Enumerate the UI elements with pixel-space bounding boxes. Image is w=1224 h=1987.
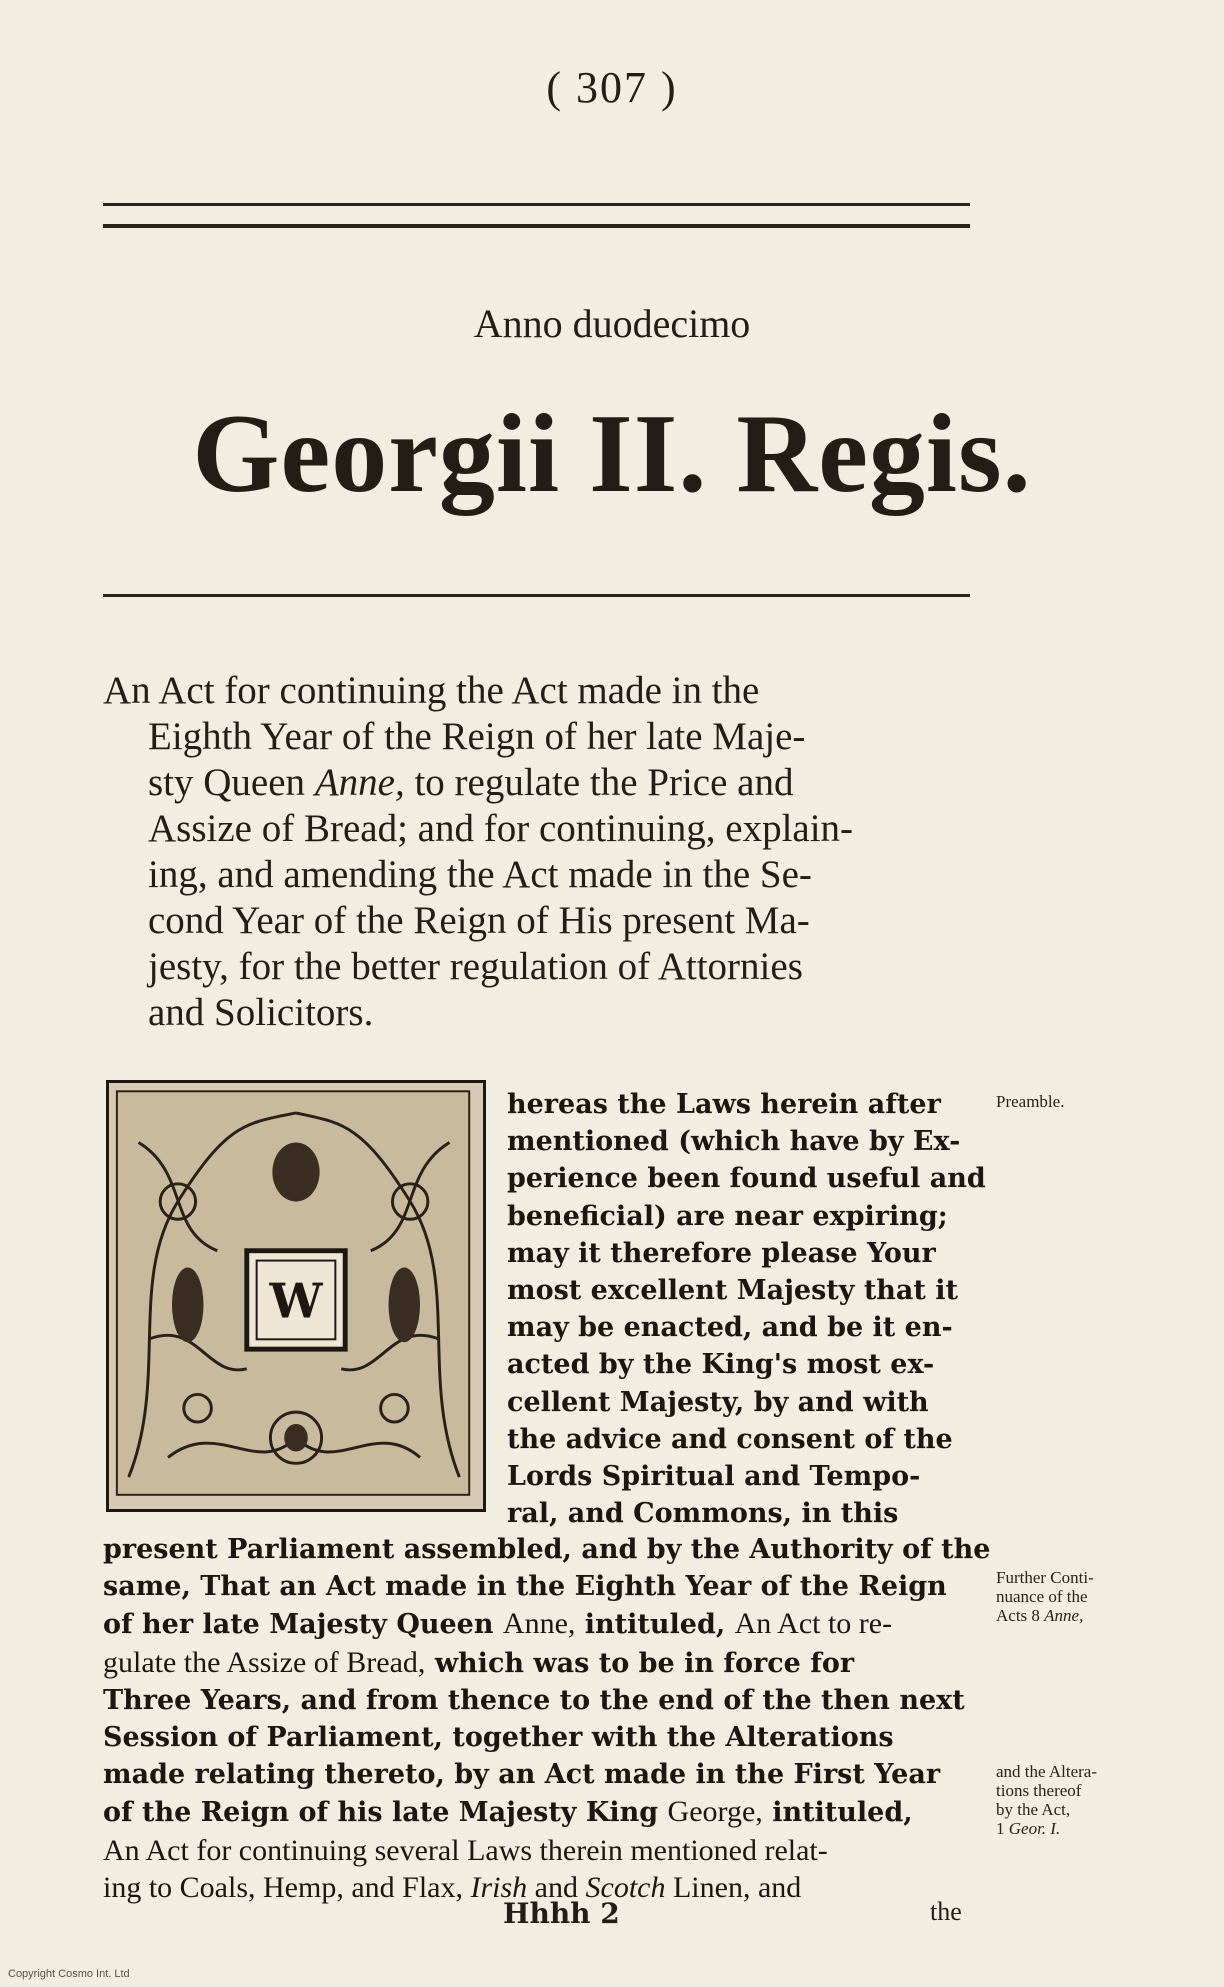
body-line: acted by the King's most ex- (507, 1349, 935, 1381)
body-line: gulate the Assize of Bread, which was to be in force for (103, 1645, 855, 1679)
body-line: same, That an Act made in the Eighth Year of the Reign (103, 1571, 947, 1603)
margin-note-alterations: and the Altera- tions thereof by the Act, 1 Geor. I. (996, 1762, 1098, 1838)
decorated-initial (106, 1080, 486, 1512)
body-line: of her late Majesty Queen Anne, intituled, An Act to re- (103, 1607, 893, 1641)
body-line: mentioned (which have by Ex- (507, 1126, 961, 1158)
body-line: ral, and Commons, in this (507, 1498, 899, 1530)
title-rule (103, 594, 970, 597)
act-title-line: cond Year of the Reign of His present Ma- (148, 899, 810, 942)
regnal-year-heading: Anno duodecimo (473, 301, 751, 346)
catchword: the (930, 1897, 962, 1926)
act-title (103, 668, 983, 1036)
body-line: the advice and consent of the (507, 1423, 953, 1455)
body-line: perience been found useful and (507, 1163, 986, 1195)
act-title-line: jesty, for the better regulation of Attornies (148, 945, 803, 988)
initial-letter: W (269, 1274, 323, 1330)
signature-mark: Hhhh 2 (503, 1897, 620, 1930)
act-title-line: An Act for continuing the Act made in the (103, 669, 760, 712)
body-line: beneficial) are near expiring; (507, 1200, 948, 1232)
ornament-engraving-icon (109, 1083, 483, 1509)
body-line: made relating thereto, by an Act made in the First Year (103, 1759, 941, 1791)
copyright-watermark: Copyright Cosmo Int. Ltd (8, 1968, 130, 1980)
body-line: of the Reign of his late Majesty King George, intituled, (103, 1795, 913, 1829)
body-line: present Parliament assembled, and by the Authority of the (103, 1534, 991, 1565)
body-line: may it therefore please Your (507, 1237, 936, 1269)
body-line: cellent Majesty, by and with (507, 1386, 929, 1418)
body-line: Session of Parliament, together with the Alterations (103, 1722, 894, 1754)
margin-note-further-continuance: Further Conti- nuance of the Acts 8 Anne, (996, 1568, 1094, 1625)
act-title-line: and Solicitors. (148, 991, 374, 1034)
reign-title: Georgii II. Regis. (192, 392, 1032, 516)
act-title-line: Eighth Year of the Reign of her late Maje- (148, 715, 806, 758)
page-number: ( 307 ) (546, 63, 678, 112)
body-line: hereas the Laws herein after (507, 1089, 941, 1120)
margin-note-preamble: Preamble. (996, 1092, 1065, 1111)
body-line: Three Years, and from thence to the end of the then next (103, 1684, 965, 1716)
act-title-line: Assize of Bread; and for continuing, explain- (148, 807, 854, 850)
act-title-line: sty Queen Anne, to regulate the Price and (148, 761, 794, 804)
top-rule (103, 203, 970, 206)
enacting-clause-narrow (507, 1086, 986, 1532)
body-line: An Act for continuing several Laws therein mentioned relat- (103, 1833, 828, 1867)
body-line: Lords Spiritual and Tempo- (507, 1461, 921, 1493)
body-line: may be enacted, and be it en- (507, 1312, 953, 1344)
top-rule-thick (103, 224, 970, 228)
enacting-clause-wide (103, 1531, 991, 1906)
body-line: ing to Coals, Hemp, and Flax, Irish and Scotch Linen, and (103, 1870, 802, 1904)
body-line: most excellent Majesty that it (507, 1275, 959, 1307)
act-title-line: ing, and amending the Act made in the Se- (148, 853, 812, 896)
